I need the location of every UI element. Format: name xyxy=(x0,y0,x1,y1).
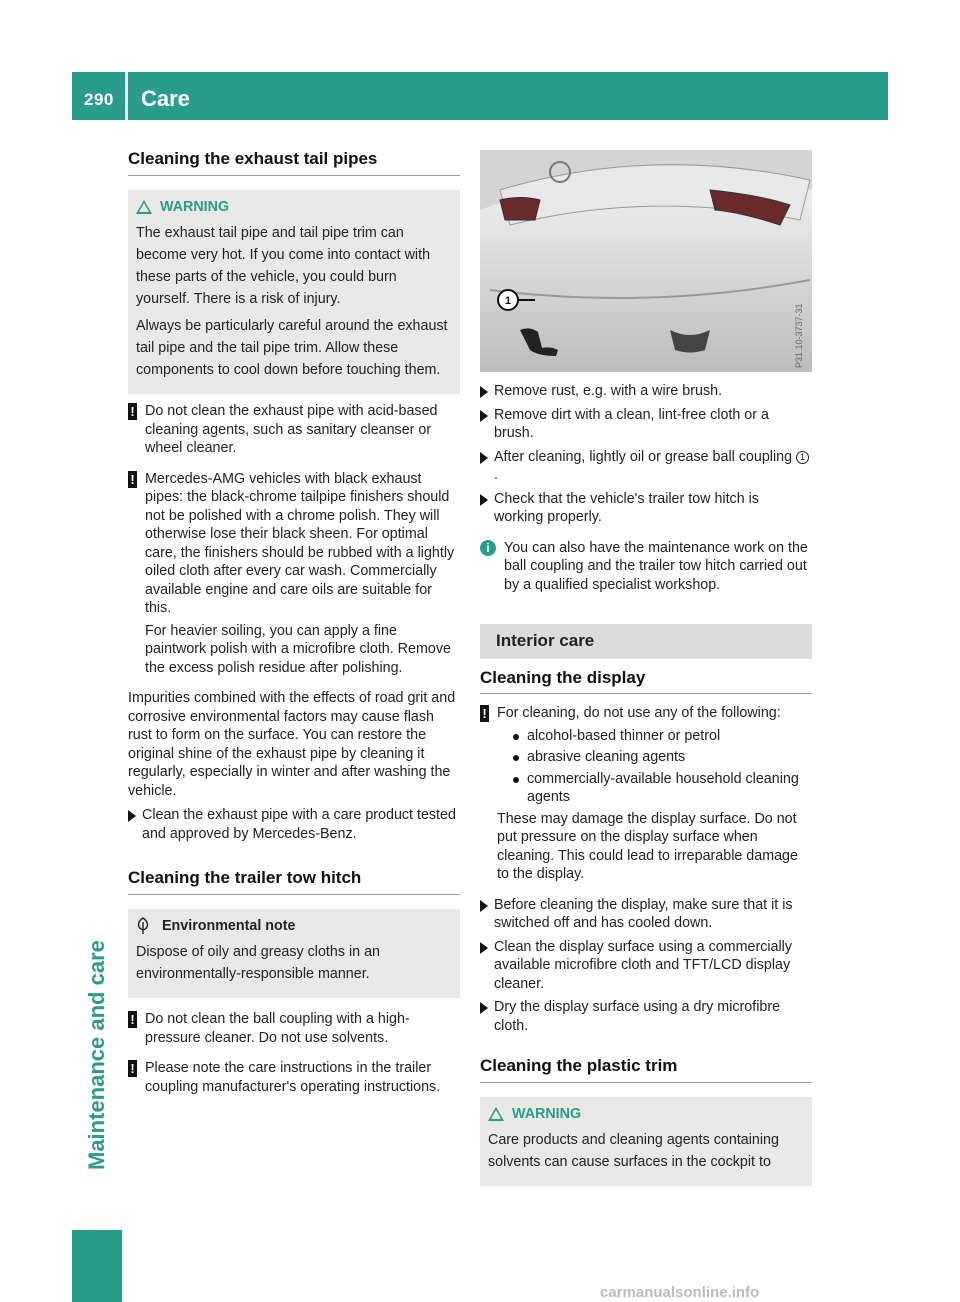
caution-icon: ! xyxy=(128,1060,137,1077)
step-arrow-icon xyxy=(128,810,136,822)
exhaust-paragraph: Impurities combined with the effects of road grit and corrosive environmental factors may cause flash rust to form on the surface. You can restore the original shine of the exhaust pipe by cleaning it regularly, especially in winter and after washing the vehicle. xyxy=(128,690,456,799)
display-note xyxy=(480,704,812,888)
exhaust-heading: Cleaning the exhaust tail pipes xyxy=(128,150,460,176)
display-step-2 xyxy=(480,938,812,994)
trailer-info xyxy=(480,539,812,599)
trailer-step-3-text xyxy=(494,448,812,485)
exhaust-note-1-text: Do not clean the exhaust pipe with acid-based cleaning agents, such as sanitary cleanser or wheel cleaner. xyxy=(145,403,438,456)
left-column xyxy=(128,150,460,1108)
display-note-intro: For cleaning, do not use any of the following: xyxy=(497,705,781,721)
trailer-step-4-text: Check that the vehicle's trailer tow hitch is working properly. xyxy=(494,490,759,525)
callout-marker: 1 xyxy=(796,451,809,464)
exhaust-step-1 xyxy=(128,806,460,843)
display-step-1-text: Before cleaning the display, make sure that it is switched off and has cooled down. xyxy=(494,896,793,931)
display-bullet-text: alcohol-based thinner or petrol xyxy=(527,727,721,744)
trailer-step-3-text-a: After cleaning, lightly oil or grease ball coupling xyxy=(494,448,793,465)
side-tab-marker xyxy=(72,1230,122,1302)
step-arrow-icon xyxy=(480,942,488,954)
exhaust-warning-header xyxy=(136,198,452,217)
exhaust-warning-text-2: Always be particularly careful around the exhaust tail pipe and the tail pipe trim. Allow these components to cool down before touching them. xyxy=(136,318,448,378)
environment-icon xyxy=(136,917,150,935)
trailer-note-1 xyxy=(128,1010,460,1051)
step-arrow-icon xyxy=(480,386,488,398)
trailer-step-2 xyxy=(480,406,812,443)
plastic-warning-text: Care products and cleaning agents containing solvents can cause surfaces in the cockpit to xyxy=(488,1132,779,1170)
environmental-note-box xyxy=(128,909,460,999)
display-note-body: These may damage the display surface. Do not put pressure on the display surface when cleaning. This could lead to irreparable damage to the display. xyxy=(497,810,798,882)
caution-icon: ! xyxy=(480,705,489,722)
trailer-step-2-text: Remove dirt with a clean, lint-free cloth or a brush. xyxy=(494,406,769,441)
exhaust-note-2-text-2: For heavier soiling, you can apply a fine paintwork polish with a microfibre cloth. Remove the excess polish residue after polishing. xyxy=(145,622,451,676)
display-bullet xyxy=(513,748,812,767)
warning-icon xyxy=(136,200,152,214)
watermark: carmanualsonline.info xyxy=(600,1284,760,1301)
interior-care-band: Interior care xyxy=(480,624,812,659)
plastic-warning-header xyxy=(488,1105,804,1124)
header-separator xyxy=(125,72,128,120)
display-bullet-text: commercially-available household cleaning agents xyxy=(527,770,799,805)
bullet-dot xyxy=(513,734,519,740)
trailer-info-text: You can also have the maintenance work on the ball coupling and the trailer tow hitch carried out by a qualified specialist workshop. xyxy=(504,539,808,593)
display-bullet xyxy=(513,727,812,746)
trailer-note-1-text: Do not clean the ball coupling with a high-pressure cleaner. Do not use solvents. xyxy=(145,1011,410,1046)
exhaust-warning-title: WARNING xyxy=(160,198,230,215)
image-marker-label: 1 xyxy=(504,295,512,307)
display-step-3 xyxy=(480,998,812,1035)
side-tab-label-wrap xyxy=(84,770,114,1170)
trailer-step-3-text-b: . xyxy=(494,467,498,483)
tow-hitch-image xyxy=(480,150,812,372)
bullet-dot xyxy=(513,755,519,761)
display-bullet-text: abrasive cleaning agents xyxy=(527,749,686,765)
display-step-3-text: Dry the display surface using a dry microfibre cloth. xyxy=(494,999,781,1034)
step-arrow-icon xyxy=(480,494,488,506)
exhaust-warning-text-1: The exhaust tail pipe and tail pipe trim can become very hot. If you come into contact with these parts of the vehicle, you could burn yourself. There is a risk of injury. xyxy=(136,225,431,307)
caution-icon: ! xyxy=(128,1011,137,1028)
trailer-note-2 xyxy=(128,1059,460,1100)
exhaust-step-1-text: Clean the exhaust pipe with a care product tested and approved by Mercedes-Benz. xyxy=(142,807,456,842)
trailer-step-1-text: Remove rust, e.g. with a wire brush. xyxy=(494,383,723,399)
trailer-step-1 xyxy=(480,382,812,401)
plastic-warning-box xyxy=(480,1097,812,1187)
section-title: Care xyxy=(141,86,190,111)
info-icon: i xyxy=(480,540,496,556)
display-heading: Cleaning the display xyxy=(480,669,812,695)
environmental-note-header xyxy=(136,917,452,936)
trailer-note-2-text: Please note the care instructions in the trailer coupling manufacturer's operating instructions. xyxy=(145,1060,441,1095)
display-step-1 xyxy=(480,896,812,933)
plastic-heading: Cleaning the plastic trim xyxy=(480,1057,812,1083)
warning-icon xyxy=(488,1107,504,1121)
display-bullet xyxy=(513,770,812,807)
trailer-heading: Cleaning the trailer tow hitch xyxy=(128,869,460,895)
bullet-dot xyxy=(513,777,519,783)
caution-icon: ! xyxy=(128,471,137,488)
plastic-warning-title: WARNING xyxy=(512,1105,582,1122)
caution-icon: ! xyxy=(128,403,137,420)
step-arrow-icon xyxy=(480,452,488,464)
step-arrow-icon xyxy=(480,900,488,912)
image-code-label: P31.10-3737-31 xyxy=(794,303,804,368)
side-tab-label: Maintenance and care xyxy=(84,940,109,1170)
environmental-note-text: Dispose of oily and greasy cloths in an environmentally-responsible manner. xyxy=(136,944,380,982)
step-arrow-icon xyxy=(480,410,488,422)
header-bar xyxy=(72,72,888,120)
exhaust-warning-box xyxy=(128,190,460,395)
right-column xyxy=(480,150,812,1186)
step-arrow-icon xyxy=(480,1002,488,1014)
exhaust-note-2 xyxy=(128,470,460,682)
page-number: 290 xyxy=(84,90,114,109)
trailer-step-3 xyxy=(480,448,812,485)
environmental-note-title: Environmental note xyxy=(162,917,296,934)
exhaust-note-1 xyxy=(128,402,460,462)
exhaust-note-2-text-1: Mercedes-AMG vehicles with black exhaust pipes: the black-chrome tailpipe finishers should not be polished with a chrome polish. They will otherwise lose their black sheen. For optimal care, the finishers should be rubbed with a lightly oiled cloth after every car wash. Commercially available engine and care oils are suitable for this. xyxy=(145,470,455,616)
trailer-step-4 xyxy=(480,490,812,527)
display-step-2-text: Clean the display surface using a commercially available microfibre cloth and TFT/LCD display cleaner. xyxy=(494,938,792,992)
